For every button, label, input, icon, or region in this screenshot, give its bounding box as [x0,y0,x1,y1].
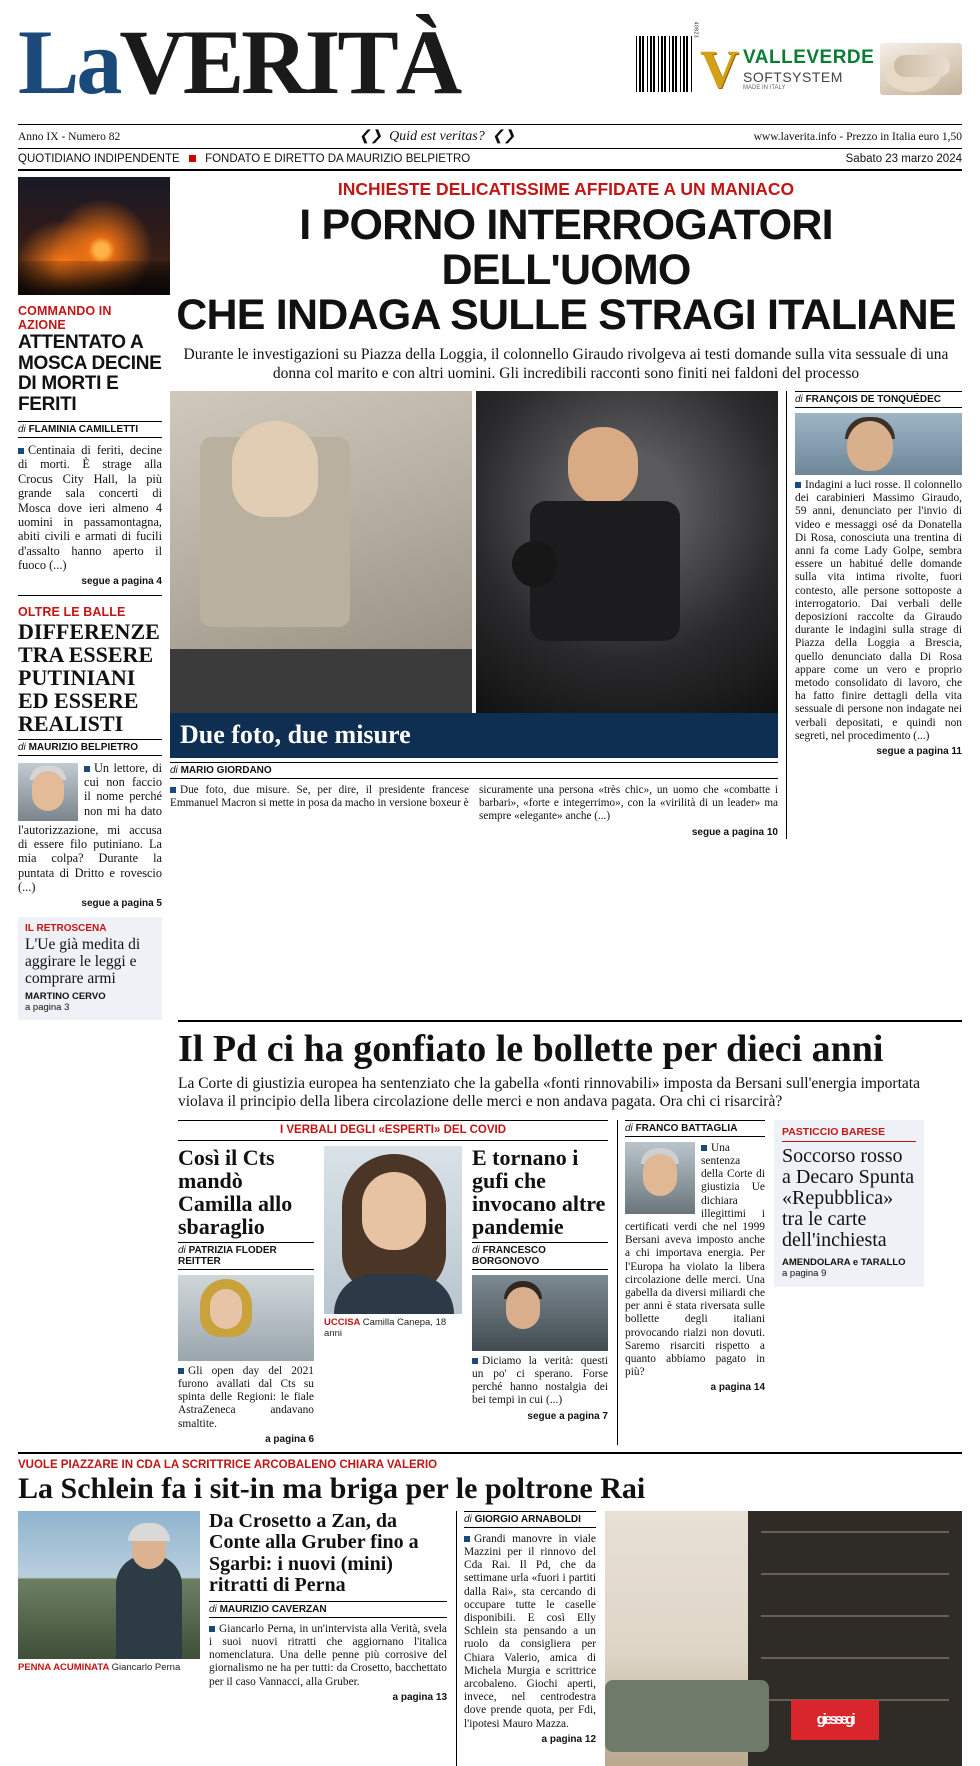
covid-right-body [472,1355,608,1408]
bullet-square-icon-7 [701,1145,707,1151]
arnaboldi-col [456,1511,596,1766]
left-column [18,177,170,1020]
photo-caption [170,784,778,839]
perna-body-text: Giancarlo Perna, in un'intervista alla Verità, svela i suoi nuovi ritratti che aggiornano l'italica nomenclatura. Una delle penne più corrosive del giornalismo ne ha per tutti: da Crosetto, bacchettato per il caso Vannacci, alla Gruber. [209,1622,447,1688]
rail-continue[interactable]: segue a pagina 11 [876,746,962,758]
covid-left-page[interactable]: a pagina 6 [265,1433,314,1445]
bottom-kicker: VUOLE PIAZZARE IN CDA LA SCRITTRICE ARCOBALENO CHIARA VALERIO [18,1458,438,1471]
bullet-square-icon [18,448,24,454]
masthead-info-row-2 [18,149,962,169]
borgonovo-byline [472,1242,608,1270]
lower-grid [178,1120,962,1445]
borgonovo-portrait [472,1275,608,1351]
advert-text [743,47,874,91]
left-divider-1 [18,595,162,596]
covid-right-page[interactable]: segue a pagina 7 [527,1410,608,1422]
giordano-byline-di: di [170,765,178,776]
pasticcio-box[interactable] [774,1120,924,1287]
photo-block [170,391,778,839]
second-lead-area [178,1020,962,1445]
retroscena-author: MARTINO CERVO [25,990,106,1002]
arnaboldi-body-text: Grandi manovre in viale Mazzini per il rinnovo del Cda Rai. Il Pd, che da settimane urla «fuori i partiti dalla Rai», sta cercando di occupare tutte le caselle disponibili. E così Elly Schlein sta pensando a un ruolo da consigliera per Chiara Valerio, amica di Michela Murgia e scrittrice arcobaleno. Giochi aperti, invece, nel centrodestra dove prende quota, per Fdi, l'ipotesi Mauro Mazza. [464,1532,596,1730]
photo-caption-left [170,784,469,839]
arnaboldi-byline-name: GIORGIO ARNABOLDI [474,1513,581,1525]
bullet-square-icon-9 [464,1536,470,1542]
covid-left-body-text: Gli open day del 2021 furono avallati dal Cts su spinta delle Regioni: le fiale AstraZeneca andavano smaltite. [178,1364,314,1430]
issue-number: Anno IX - Numero 82 [18,130,121,143]
tonquedec-byline [795,391,962,408]
mosca-byline-name: FLAMINIA CAMILLETTI [28,424,139,435]
mosca-headline[interactable]: ATTENTATO A MOSCA DECINE DI MORTI E FERITI [18,332,162,415]
masthead-right [636,14,962,102]
retroscena-kicker: IL RETROSCENA [25,922,107,934]
perna-caption-bold: PENNA ACUMINATA [18,1661,109,1673]
photo-and-rail [170,391,962,839]
second-lead-headline[interactable]: Il Pd ci ha gonfiato le bollette per dieci anni [178,1027,884,1070]
caverzan-byline-di: di [209,1603,217,1615]
mosca-byline [18,421,162,438]
perna-caption-norm: Giancarlo Perna [111,1661,181,1673]
second-lead-divider [178,1020,962,1022]
covid-divider [178,1140,608,1141]
edition-date: Sabato 23 marzo 2024 [845,153,962,165]
advert-letter: V [700,39,739,99]
lead-headline-line2[interactable]: CHE INDAGA SULLE STRAGI ITALIANE [176,291,956,339]
giessegi-logo: giessegi [791,1700,879,1740]
newspaper-logo [18,11,460,113]
bottom-section [18,1452,962,1766]
battaglia-byline-name: FRANCO BATTAGLIA [635,1122,738,1134]
perna-caption [18,1662,200,1673]
bullet-square-icon-8 [209,1626,215,1632]
quotidiano-label: QUOTIDIANO INDIPENDENTE [18,153,180,165]
battaglia-byline [625,1120,765,1137]
bullet-square-icon-5 [178,1368,184,1374]
covid-photo-col [324,1146,462,1445]
masthead-advert[interactable] [700,36,962,102]
masthead-credits [18,153,470,165]
moscow-attack-photo [18,177,170,295]
covid-box [178,1120,608,1445]
masthead-info-row [18,125,962,148]
covid-left-headline[interactable]: Così il Cts mandò Camilla allo sbaraglio [178,1144,293,1239]
retroscena-headline: L'Ue già medita di aggirare le leggi e comprare armi [25,935,141,987]
pasticcio-author-and: e [852,1256,859,1268]
perna-body [209,1623,447,1689]
perna-headline[interactable]: Da Crosetto a Zan, da Conte alla Gruber fino a Sgarbi: i nuovi (mini) ritratti di Perna [209,1509,419,1597]
reitter-byline-name: PATRIZIA FLODER REITTER [178,1244,277,1267]
arnaboldi-byline-di: di [464,1513,472,1525]
balle-continue[interactable]: segue a pagina 5 [81,897,162,909]
bullet-square-icon-3 [170,787,176,793]
mosca-kicker: COMMANDO IN AZIONE [18,304,112,332]
second-lead-subhead: La Corte di giustizia europea ha sentenziato che la gabella «fonti rinnovabili» imposta da Bersani sull'energia importata violava il principio della libera circolazione delle merci e non andava pagata. Ora chi ci risarcirà? [178,1074,920,1111]
lead-kicker: INCHIESTE DELICATISSIME AFFIDATE A UN MANIACO [337,179,795,199]
bullet-square-icon-6 [472,1358,478,1364]
giordano-byline [170,762,778,779]
rail-body-text: Indagini a luci rosse. Il colonnello dei carabinieri Massimo Giraudo, 59 anni, denunciato per l'invio di video e messaggi osé da Donatella Di Rosa, conosciuta una trentina di anni fa come Lady Golpe, sembra essere un habitué delle domande sulla vita intima rivolte, fuori contesto, alle persone sottoposte a interrogatorio. Dai verbali delle deposizioni raccolte da Giraudo durante le indagini sulla strage di Piazza della Loggia a Brescia, quello denunciato dalla Di Rosa appare come un vero e proprio metodo consolidato di lavoro, che ha fatto finire dettagli della vita sessuale di persone non indagate nei verbali depositati, e quindi non segreti, nel procedimento (...) [795,479,962,742]
balle-byline [18,739,162,756]
masthead [18,11,962,122]
camilla-canepa-photo [324,1146,462,1314]
macron-boxing-photo [476,391,778,713]
tonquedec-byline-name: FRANÇOIS DE TONQUÉDEC [805,394,941,405]
arnaboldi-byline [464,1511,596,1528]
reitter-byline [178,1242,314,1270]
masthead-divider-3 [18,169,962,171]
camilla-caption-bold: UCCISA [324,1316,361,1328]
borgonovo-byline-di: di [472,1244,480,1256]
fondato-label: FONDATO E DIRETTO DA MAURIZIO BELPIETRO [205,153,471,165]
caverzan-byline-name: MAURIZIO CAVERZAN [219,1603,327,1615]
caverzan-byline [209,1601,447,1618]
pasticcio-page: a pagina 9 [782,1267,827,1279]
photo-band [170,713,778,758]
arnaboldi-page[interactable]: a pagina 12 [541,1733,596,1745]
motto: ❮❯ Quid est veritas? ❮❯ [358,129,516,144]
barcode-bars [636,36,692,92]
battaglia-col [617,1120,765,1445]
barcode-number: 40823 [692,21,698,38]
bullet-square-icon-2 [84,766,90,772]
battaglia-byline-di: di [625,1122,633,1134]
pasticcio-kicker: PASTICCIO BARESE [782,1126,916,1142]
reitter-byline-di: di [178,1244,186,1256]
giraudo-portrait [795,413,962,475]
perna-photo [18,1511,200,1659]
giraudo-photo [170,391,472,713]
balle-byline-di: di [18,741,26,753]
balle-kicker: OLTRE LE BALLE [18,604,126,619]
barcode [636,21,698,100]
covid-left-body [178,1365,314,1431]
photo-caption-left-text: Due foto, due misure. Se, per dire, il presidente francese Emmanuel Macron si mette in posa da macho in versione boxeur è [170,784,469,809]
pasticcio-headline: Soccorso rosso a Decaro Spunta «Repubblica» tra le carte dell'inchiesta [782,1144,915,1251]
pasticcio-authors [782,1257,916,1268]
lead-headline-line1[interactable]: I PORNO INTERROGATORI DELL'UOMO [299,201,833,294]
giessegi-advert-image [605,1511,962,1766]
arnaboldi-body [464,1533,596,1731]
pasticcio-author-a: AMENDOLARA [782,1256,851,1268]
belpietro-photo [18,763,78,821]
advert-brand: VALLEVERDE [743,47,875,68]
battaglia-page[interactable]: a pagina 14 [710,1382,765,1394]
tonquedec-byline-di: di [795,394,803,405]
photo-caption-right [479,784,778,839]
perna-photo-col [18,1511,200,1766]
giordano-continue[interactable]: segue a pagina 10 [691,827,778,838]
pasticcio-author-b: TARALLO [860,1256,906,1268]
advert-sub: SOFTSYSTEM [743,69,843,85]
top-area [18,177,962,1020]
retroscena-page: a pagina 3 [25,1001,70,1013]
perna-text-col [209,1511,447,1766]
bottom-headline[interactable]: La Schlein fa i sit-in ma briga per le poltrone Rai [18,1471,646,1505]
covid-right [472,1146,608,1445]
balle-headline[interactable]: DIFFERENZE TRA ESSERE PUTINIANI ED ESSERE REALISTI [18,618,160,736]
giordano-byline-name: MARIO GIORDANO [180,765,272,776]
red-square-icon [189,155,196,162]
balle-byline-name: MAURIZIO BELPIETRO [28,741,139,753]
bottom-advert[interactable] [605,1511,962,1766]
rail-body [795,479,962,743]
covid-right-headline[interactable]: E tornano i gufi che invocano altre pandemie [472,1144,606,1239]
battaglia-portrait [625,1142,695,1214]
perna-page[interactable]: a pagina 13 [392,1691,447,1703]
camilla-caption [324,1317,462,1339]
covid-columns [178,1146,608,1445]
mosca-continue[interactable]: segue a pagina 4 [81,575,162,587]
borgonovo-byline-name: FRANCESCO BORGONOVO [472,1244,546,1267]
mosca-body-text: Centinaia di feriti, decine di morti. È strage alla Crocus City Hall, la più grande sala concerti di Mosca dove ieri almeno 4 uomini in passamontagna, abiti civili e armati di fucili d'assalto hanno aperto il fuoco (...) [18,443,162,573]
pasticcio-col [774,1120,924,1445]
camilla-caption-norm: Camilla Canepa, 18 anni [324,1316,447,1339]
logo-verita: VERITÀ [119,11,460,113]
photo-band-title: Due foto, due misure [180,720,411,749]
covid-left [178,1146,314,1445]
logo-la: La [18,11,120,113]
advert-product-image [880,43,962,95]
website-price[interactable]: www.laverita.info - Prezzo in Italia euro 1,50 [753,130,962,143]
retroscena-box[interactable] [18,917,162,1020]
main-column [170,177,962,1020]
bullet-square-icon-4 [795,482,801,488]
motto-text: Quid est veritas? [389,129,485,144]
lead-subhead: Durante le investigazioni su Piazza della Loggia, il colonnello Giraudo rivolgeva ai testi domande sulla vita sessuale di una donna col marito e con altri uomini. Gli incredibili racconti sono finiti nei faldoni del processo [183,346,949,382]
covid-kicker: I VERBALI DEGLI «ESPERTI» DEL COVID [280,1123,506,1136]
photo-caption-right-text: sicuramente una persona «très chic», un uomo che «combatte i barbari», «forte e integerrimo», con la «virilità di un leader» ma sempre «elegante» anche (...) [479,784,778,822]
reitter-portrait [178,1275,314,1361]
battaglia-body-text: Una sentenza della Corte di giustizia Ue dichiara illegittimi i certificati verdi che nel 1999 Bersani aveva imposto anche a chi importava energia. Per l'Europa ha violato la libera circolazione delle merci. Una gabella da diversi miliardi che per anni è stata riversata sulle bollette degli italiani provocando rialzi non dovuti. Saremo risarciti rispetto a quanto abbiamo pagato in più? [625,1141,765,1379]
balle-body-text: Un lettore, di cui non faccio il nome perché non mi ha dato l'autorizzazione, mi accusa di essere filo putiniano. La mia colpa? Durante la puntata di Dritto e rovescio (...) [18,760,162,895]
advert-made-in: MADE IN ITALY [743,85,786,91]
right-rail [786,391,962,839]
bottom-grid [18,1511,962,1766]
mosca-body [18,443,162,573]
mosca-byline-di: di [18,424,26,435]
covid-right-body-text: Diciamo la verità: questi un po' ci sperano. Forse perché hanno nostalgia dei bei tempi in cui (...) [472,1354,608,1407]
